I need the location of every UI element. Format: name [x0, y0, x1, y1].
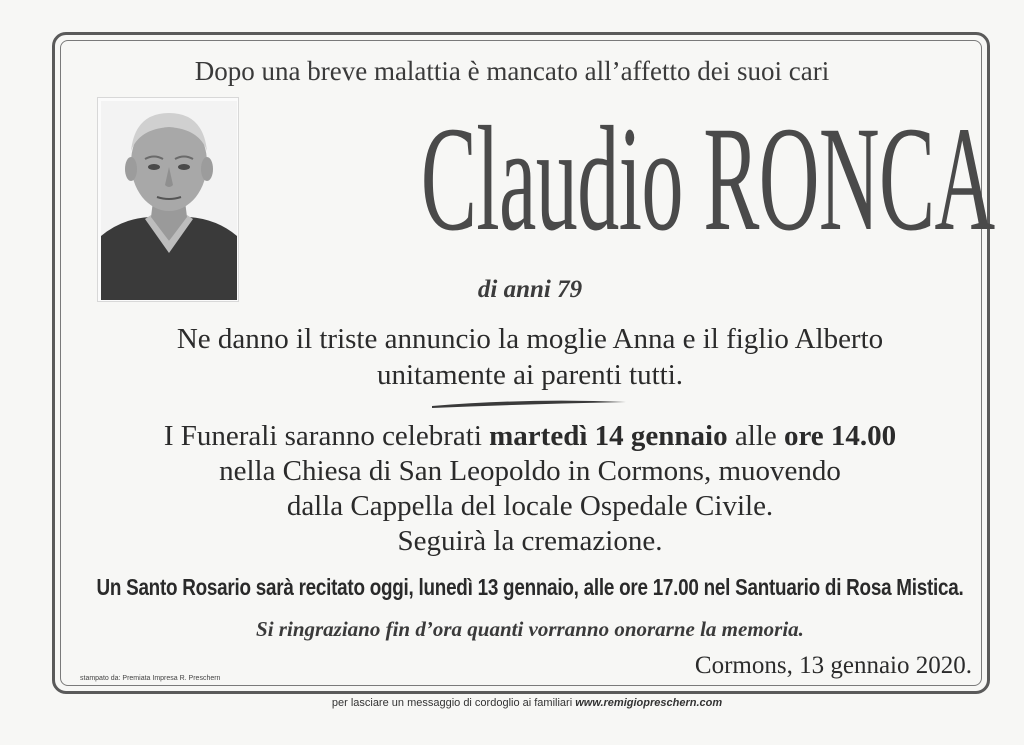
age-text: di anni 79 — [477, 276, 583, 303]
portrait-photo-icon — [101, 101, 237, 300]
thanks-text: Si ringraziano fin d’ora quanti vorranno onorarne la memoria. — [256, 617, 804, 641]
footer-url[interactable]: www.remigiopreschern.com — [575, 697, 723, 709]
rosary-notice: Un Santo Rosario sarà recitato oggi, lunedì 13 gennaio, alle ore 17.00 nel Santuario di Rosa Mistica. — [96, 574, 964, 600]
printer-credit: stampato da: Premiata Impresa R. Preschern — [80, 675, 221, 682]
footer-text: per lasciare un messaggio di cordoglio ai familiari — [331, 697, 576, 709]
announcement-line-2: unitamente ai parenti tutti. — [376, 359, 683, 391]
announcement-line-1: Ne danno il triste annuncio la moglie Anna e il figlio Alberto — [176, 323, 884, 355]
funeral-line-1-b: alle — [727, 420, 784, 452]
intro-text: Dopo una breve malattia è mancato all’affetto dei suoi cari — [194, 56, 830, 86]
footer-note — [0, 697, 1024, 709]
funeral-time: ore 14.00 — [783, 420, 897, 452]
funeral-line-3: dalla Cappella del locale Ospedale Civile. — [286, 490, 774, 522]
funeral-line-1 — [0, 420, 1024, 453]
portrait-photo — [97, 97, 239, 302]
divider-ornament — [432, 400, 626, 408]
funeral-line-1-a: I Funerali saranno celebrati — [163, 420, 490, 452]
place-date: Cormons, 13 gennaio 2020. — [694, 652, 972, 679]
deceased-name: Claudio RONCA — [420, 96, 995, 262]
funeral-line-4: Seguirà la cremazione. — [397, 525, 663, 557]
funeral-line-2: nella Chiesa di San Leopoldo in Cormons, muovendo — [219, 455, 841, 487]
funeral-date: martedì 14 gennaio — [489, 420, 728, 452]
